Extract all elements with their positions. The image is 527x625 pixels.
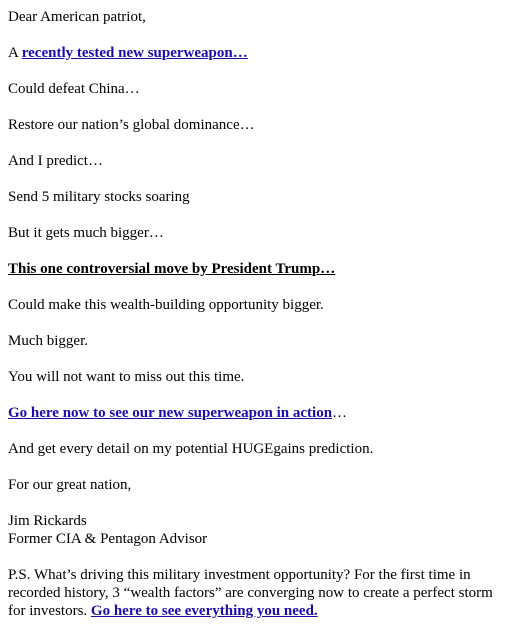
paragraph-much-bigger: Much bigger. [8,333,88,349]
paragraph-prediction: And get every detail on my potential HUGEgains prediction. [8,441,374,457]
paragraph-superweapon [8,44,519,62]
signature [8,512,519,548]
paragraph-much-bigger-intro: But it gets much bigger… [8,225,164,241]
greeting: Dear American patriot, [8,9,146,25]
paragraph-defeat-china: Could defeat China… [8,81,140,97]
paragraph-trump-move [8,260,519,278]
paragraph-restore-dominance: Restore our nation’s global dominance… [8,117,255,133]
paragraph-action-link [8,404,519,422]
paragraph-wealth-building: Could make this wealth-building opportunity bigger. [8,297,324,313]
paragraph-stocks-soaring: Send 5 military stocks soaring [8,189,190,205]
postscript [8,566,513,620]
superweapon-link[interactable]: recently tested new superweapon… [21,45,248,61]
postscript-text: P.S. What’s driving this military investment opportunity? For the first time in recorded history, 3 “wealth factors” are converging now to create a perfect storm for investors. [8,567,493,619]
trump-move-heading: This one controversial move by President Trump… [8,261,336,277]
paragraph-predict: And I predict… [8,153,103,169]
paragraph-dont-miss: You will not want to miss out this time. [8,369,245,385]
everything-you-need-link[interactable]: Go here to see everything you need. [90,603,318,619]
signature-name: Jim Rickards [8,513,87,529]
action-link-ellipsis: … [332,405,348,421]
closing: For our great nation, [8,477,132,493]
superweapon-action-link[interactable]: Go here now to see our new superweapon in action [8,405,333,421]
signature-title: Former CIA & Pentagon Advisor [8,531,208,547]
paragraph-prefix: A [8,45,22,61]
